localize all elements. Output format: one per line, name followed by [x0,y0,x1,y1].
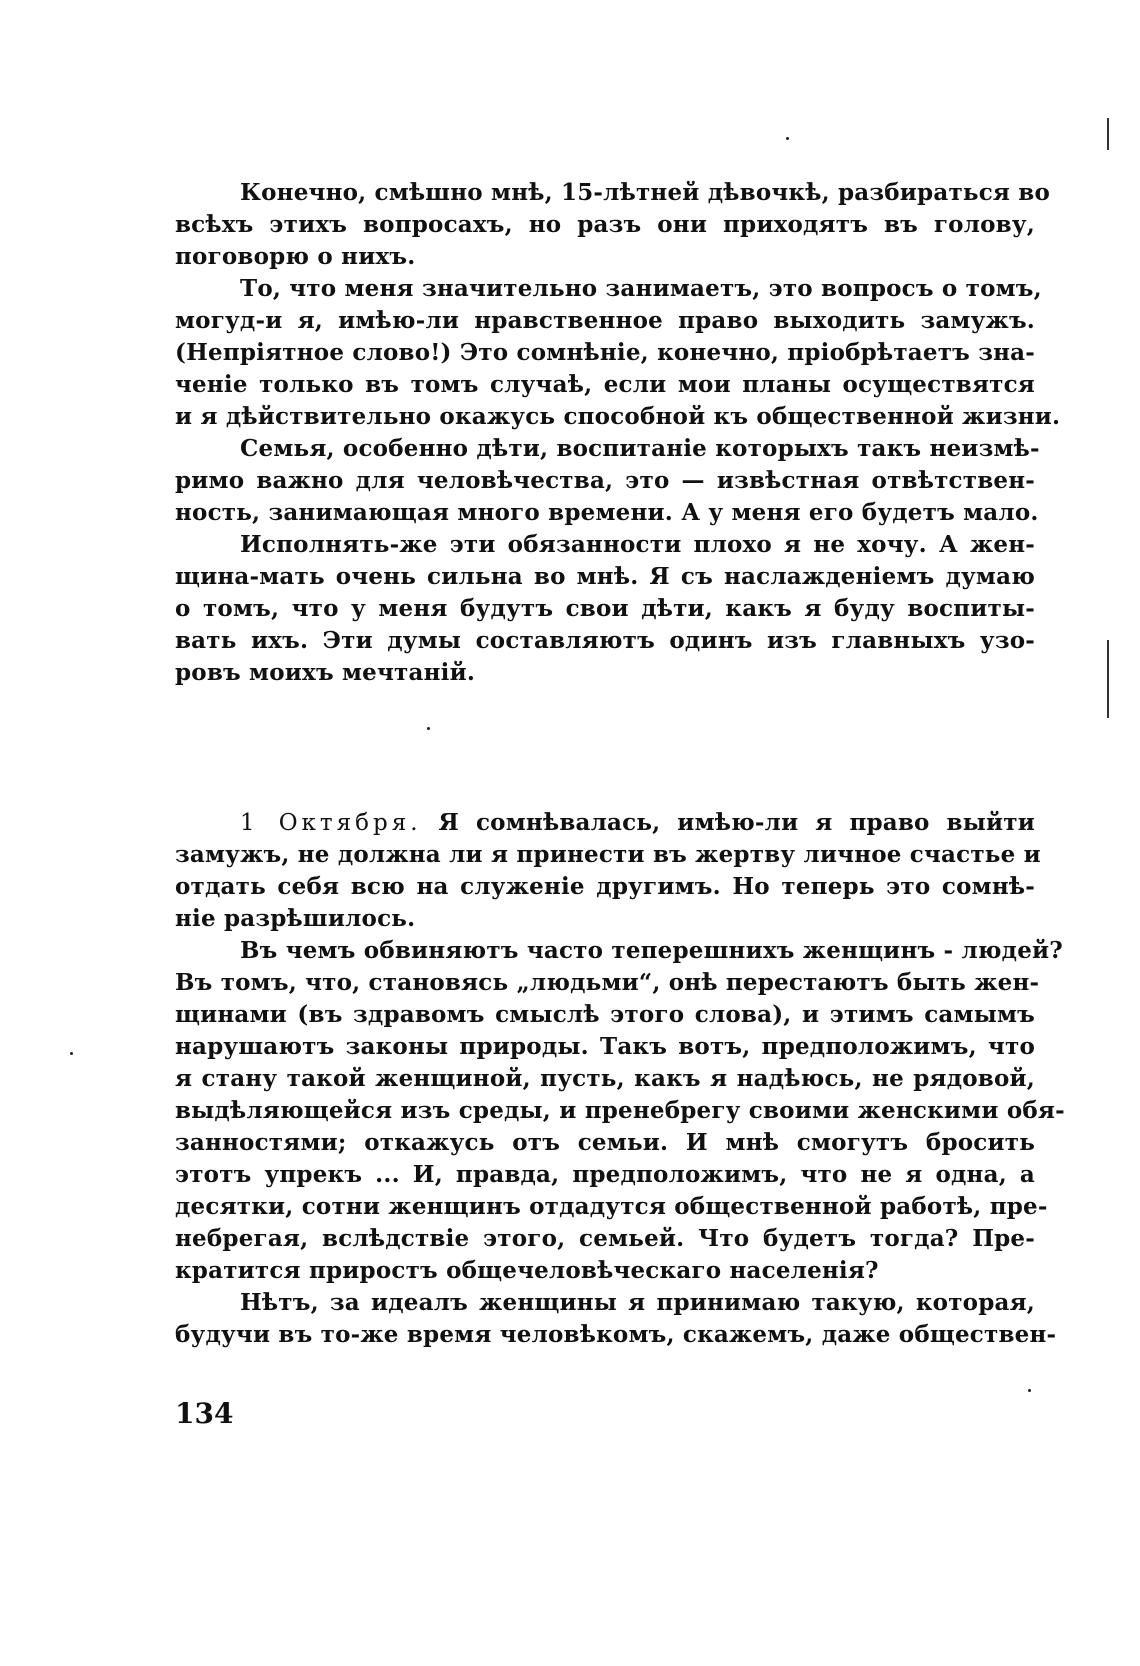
text-line: могуд-и я, имѣю-ли нравственное право выходить замужъ. [175,307,1035,334]
text-line: щинами (въ здравомъ смыслѣ этого слова), и этимъ самымъ [175,1001,1035,1028]
print-speck [70,1052,73,1055]
text-line: ровъ моихъ мечтаній. [175,659,476,686]
text-line: будучи въ то-же время человѣкомъ, скажемъ, даже обществен- [175,1321,1057,1348]
text-line: Конечно, смѣшно мнѣ, 15-лѣтней дѣвочкѣ, разбираться во [240,179,1051,206]
text-line: десятки, сотни женщинъ отдадутся общественной работѣ, пре- [175,1193,1048,1220]
page-number: 134 [175,1397,234,1430]
diary-entry-october-1 [175,807,1065,1351]
text-line: (Непріятное слово!) Это сомнѣніе, конечно, пріобрѣтаетъ зна- [175,339,1035,366]
text-line: я стану такой женщиной, пусть, какъ я надѣюсь, не рядовой, [175,1065,1035,1092]
text-line: этотъ упрекъ ... И, правда, предположимъ, что не я одна, а [175,1161,1035,1188]
text-line: Въ чемъ обвиняютъ часто теперешнихъ женщинъ - людей? [240,937,1063,964]
page-edge-mark-middle [1107,640,1109,718]
diary-entry-untitled [175,177,1061,689]
entry-date: 1 Октября. [240,810,422,836]
text-line: римо важно для человѣчества, это — извѣстная отвѣтствен- [175,467,1035,494]
text-line: нарушаютъ законы природы. Такъ вотъ, предположимъ, что [175,1033,1035,1060]
text-line: о томъ, что у меня будутъ свои дѣти, какъ я буду воспиты- [175,595,1035,622]
text-line: Исполнять-же эти обязанности плохо я не хочу. А жен- [240,531,1035,558]
page-edge-mark-top [1107,118,1109,150]
text-line: ніе разрѣшилось. [175,905,416,932]
text-line: и я дѣйствительно окажусь способной къ общественной жизни. [175,403,1061,430]
entry-first-line-text: Я сомнѣвалась, имѣю-ли я право выйти [438,809,1035,836]
text-line: выдѣляющейся изъ среды, и пренебрегу своими женскими обя- [175,1097,1065,1124]
text-line: небрегая, вслѣдствіе этого, семьей. Что будетъ тогда? Пре- [175,1225,1035,1252]
text-line: занностями; откажусь отъ семьи. И мнѣ смогутъ бросить [175,1129,1035,1156]
text-line: всѣхъ этихъ вопросахъ, но разъ они приходятъ въ голову, [175,211,1035,238]
entry-first-line [175,807,1035,839]
text-line: замужъ, не должна ли я принести въ жертву личное счастье и [175,841,1041,868]
text-line: щина-мать очень сильна во мнѣ. Я съ наслажденіемъ думаю [175,563,1035,590]
print-speck [786,137,789,140]
text-line: вать ихъ. Эти думы составляютъ одинъ изъ главныхъ узо- [175,627,1035,654]
text-line: ность, занимающая много времени. А у меня его будетъ мало. [175,499,1039,526]
text-line: Въ томъ, что, становясь „людьми“, онѣ перестаютъ быть жен- [175,969,1040,996]
print-speck [427,727,430,730]
text-line: Семья, особенно дѣти, воспитаніе которыхъ такъ неизмѣ- [240,435,1040,462]
text-line: отдать себя всю на служеніе другимъ. Но теперь это сомнѣ- [175,873,1035,900]
text-line: ченіе только въ томъ случаѣ, если мои планы осуществятся [175,371,1035,398]
text-line: Нѣтъ, за идеалъ женщины я принимаю такую, которая, [240,1289,1035,1316]
text-line: То, что меня значительно занимаетъ, это вопросъ о томъ, [240,275,1042,302]
print-speck [1028,1389,1031,1392]
text-line: поговорю о нихъ. [175,243,416,270]
text-line: кратится приростъ общечеловѣческаго населенія? [175,1257,879,1284]
